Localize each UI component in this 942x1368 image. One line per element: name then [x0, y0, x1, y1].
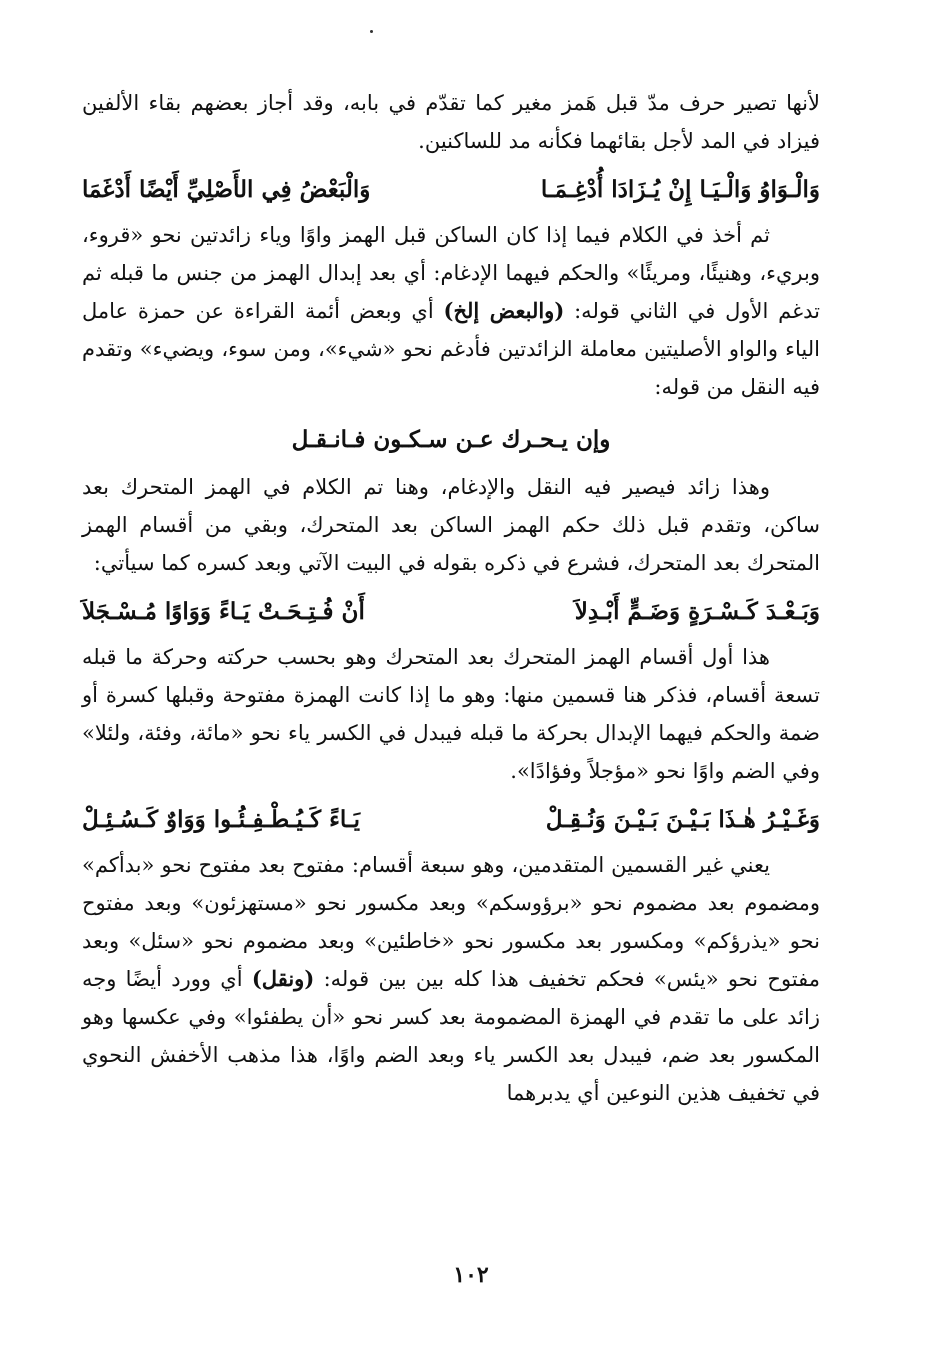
- verse-3-second-hemistich: أَنْ فُـتِـحَـتْ يَـاءً وَوَاوًا مُـسْـجَلاَ: [82, 598, 365, 625]
- paragraph-2-text: ثم أخذ في الكلام فيما إذا كان الساكن قبل الهمز واوًا وياء زائدتين نحو «قروء، وبريء، وهنيئًا، ومريئًا» والحكم فيهما الإدغام: أي بعد إبدال الهمز من جنس ما قبله ثم تدغم الأول في الثاني قوله:: [82, 223, 820, 323]
- paragraph-5-tail: أي وورد أيضًا وجه زائد على ما تقدم في الهمزة المضمومة بعد كسر نحو «أن يطفئوا» وفي عكسها وهو المكسور بعد ضم، فيبدل بعد الكسر ياء وبعد الضم واوًا، هذا مذهب الأخفش النحوي في تخفيف هذين النوعين أي يدبرهما: [82, 967, 820, 1105]
- paragraph-5-quote: (ونقل): [251, 966, 315, 991]
- verse-3-first-hemistich: وَبَـعْـدَ كَـسْـرَةٍ وَضَـمٍّ أَبْـدِلاَ: [574, 598, 820, 625]
- paragraph-5-text: يعني غير القسمين المتقدمين، وهو سبعة أقسام: مفتوح بعد مفتوح نحو «بدأكم» ومضموم بعد مضموم نحو «برؤوسكم» وبعد مكسور نحو «مستهزئون» وبعد مفتوح نحو «يذرؤكم» ومكسور بعد مكسور نحو «خاطئين» وبعد مضموم نحو «سئل» وبعد مفتوح نحو «يئس» فحكم تخفيف هذا كله بين بين قوله:: [82, 853, 820, 991]
- verse-1-second-hemistich: وَالْبَعْضُ فِي الأَصْلِيِّ أَيْضًا أَدْغَمَا: [82, 176, 371, 203]
- verse-4: [82, 800, 820, 840]
- page-body: [82, 84, 820, 1112]
- paragraph-2: [82, 216, 820, 406]
- paragraph-2-tail: أي وبعض أئمة القراءة عن حمزة عامل الياء والواو الأصليتين معاملة الزائدتين فأدغم نحو «شيء»، ومن سوء، ويضيء» وتقدم فيه النقل من قوله:: [82, 299, 820, 399]
- verse-1: [82, 170, 820, 210]
- verse-1-first-hemistich: وَالْـوَاوُ وَالْـيَـا إِنْ يُـزَادَا أُدْغِـمَـا: [540, 176, 820, 203]
- verse-4-second-hemistich: يَـاءً كَـيُـطْـفِـئُـوا وَوَاوٌ كَـسُـئِـلْ: [82, 806, 361, 833]
- paragraph-1: لأنها تصير حرف مدّ قبل هَمز مغير كما تقدّم في بابه، وقد أجاز بعضهم بقاء الألفين فيزاد في المد لأجل بقائهما فكأنه مد للساكنين.: [82, 91, 820, 153]
- verse-4-first-hemistich: وَغَـيْـرُ هٰـذَا بَـيْـنَ بَـيْـنَ وَنُـقِـلْ: [545, 806, 820, 833]
- page-number: ١٠٢: [453, 1262, 489, 1288]
- paragraph-2-quote: (والبعض إلخ): [443, 298, 565, 323]
- paragraph-5: [82, 846, 820, 1112]
- paragraph-3: وهذا زائد فيصير فيه النقل والإدغام، وهنا تم الكلام في الهمز المتحرك بعد ساكن، وتقدم قبل ذلك حكم الهمز الساكن بعد المتحرك، وبقي من أقسام الهمز المتحرك بعد المتحرك، فشرع في ذكره بقوله في البيت الآتي وبعد كسره كما سيأتي:: [82, 475, 820, 575]
- paragraph-4: هذا أول أقسام الهمز المتحرك بعد المتحرك وهو بحسب حركته وحركة ما قبله تسعة أقسام، فذكر هنا قسمين منها: وهو ما إذا كانت الهمزة مفتوحة وقبلها كسرة أو ضمة والحكم فيهما الإبدال بحركة ما قبله فيبدل في الكسر ياء نحو «مائة، وفئة، ولئلا» وفي الضم واوًا نحو «مؤجلاً وفؤادًا».: [82, 645, 820, 783]
- verse-2: وإن يـحـرك عـن سـكـون فـانـقـل: [291, 426, 611, 453]
- top-mark: [370, 30, 373, 33]
- verse-3: [82, 592, 820, 632]
